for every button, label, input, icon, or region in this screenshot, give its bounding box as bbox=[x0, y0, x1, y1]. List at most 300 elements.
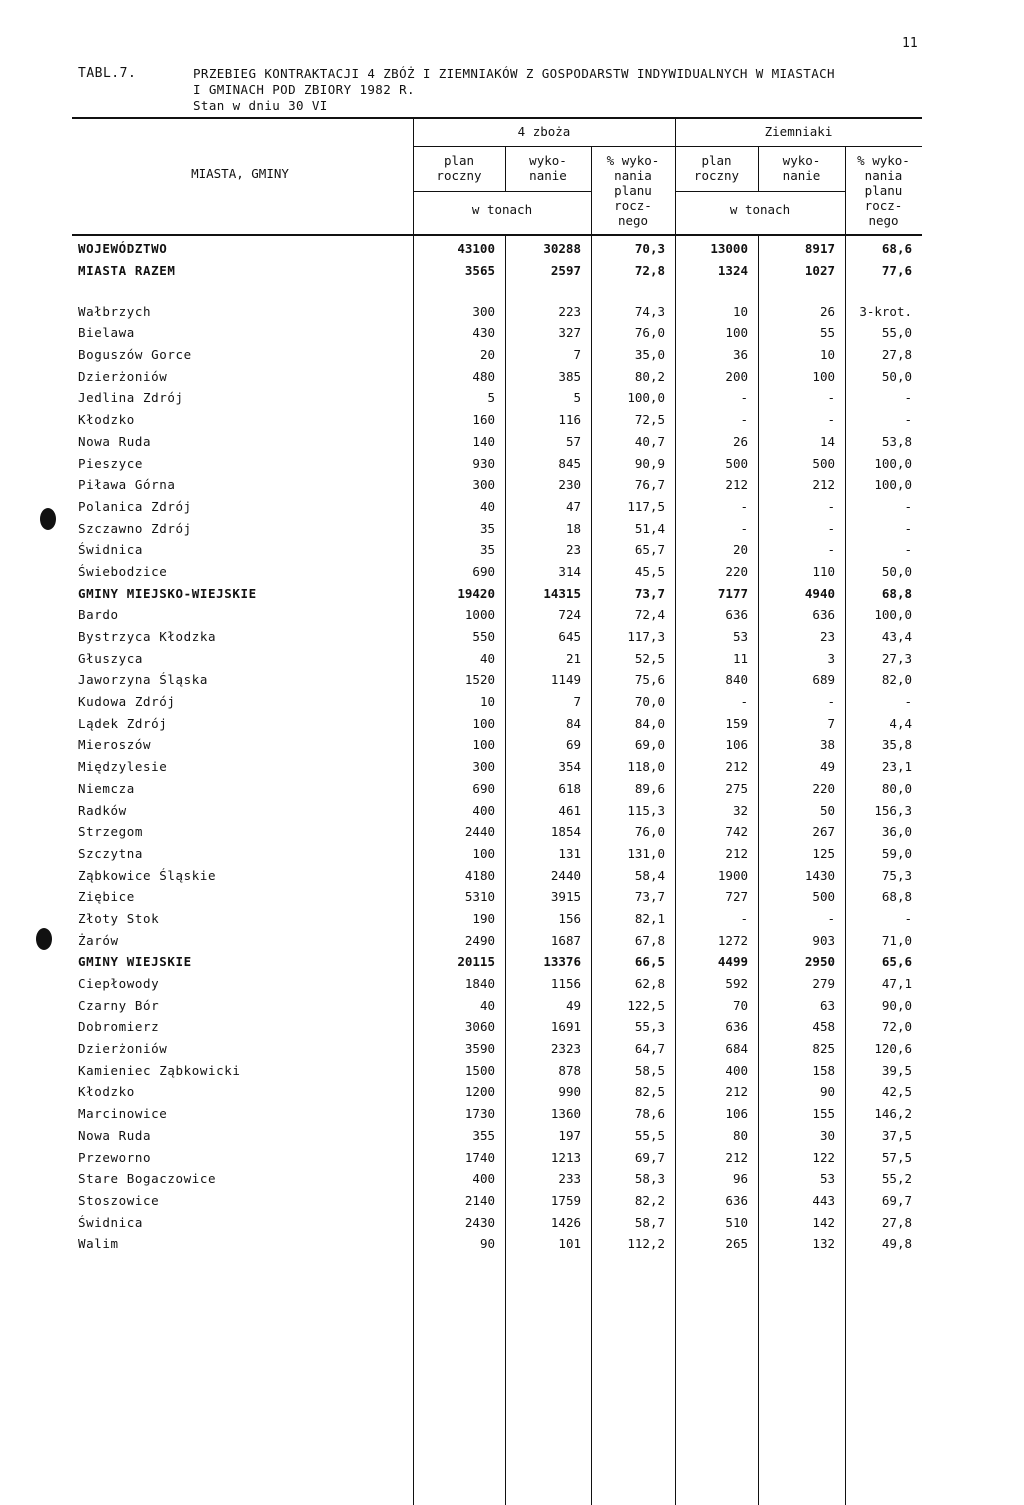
grain-plan-cell: 2440 bbox=[464, 824, 495, 840]
potato-done-cell: 212 bbox=[812, 477, 835, 493]
potato-done-cell: 500 bbox=[812, 889, 835, 905]
grain-done-cell: 230 bbox=[558, 477, 581, 493]
potato-plan-cell: 1272 bbox=[717, 932, 748, 948]
potato-pct-cell: 57,5 bbox=[881, 1149, 912, 1165]
potato-done-cell: 903 bbox=[812, 932, 835, 948]
potato-pct-cell: 71,0 bbox=[881, 932, 912, 948]
grain-pct-cell: 76,0 bbox=[634, 824, 665, 840]
table-row bbox=[72, 1146, 922, 1168]
potato-plan-cell: 742 bbox=[725, 824, 748, 840]
grain-pct-cell: 66,5 bbox=[634, 954, 665, 970]
potato-plan-cell: 1900 bbox=[717, 867, 748, 883]
grain-pct-cell: 51,4 bbox=[634, 520, 665, 536]
potato-done-cell: 458 bbox=[812, 1019, 835, 1035]
potato-pct-cell: 68,8 bbox=[881, 585, 912, 601]
table-row bbox=[72, 387, 922, 409]
potato-plan-cell: 36 bbox=[732, 347, 748, 363]
table-row bbox=[72, 1211, 922, 1233]
grain-pct-cell: 58,4 bbox=[634, 867, 665, 883]
grain-plan-cell: 40 bbox=[479, 997, 495, 1013]
grain-plan-cell: 690 bbox=[472, 780, 495, 796]
potato-done-cell: 267 bbox=[812, 824, 835, 840]
grain-pct-cell: 117,5 bbox=[627, 498, 665, 514]
potato-plan-cell: 4499 bbox=[717, 954, 748, 970]
potato-done-cell: - bbox=[827, 412, 835, 428]
grain-pct-cell: 69,0 bbox=[634, 737, 665, 753]
grain-pct-cell: 112,2 bbox=[627, 1236, 665, 1252]
grain-done-cell: 1156 bbox=[550, 976, 581, 992]
potato-done-cell: 220 bbox=[812, 780, 835, 796]
grain-pct-cell: 62,8 bbox=[634, 976, 665, 992]
grain-done-cell: 2323 bbox=[550, 1041, 581, 1057]
table-row bbox=[72, 365, 922, 387]
table-row bbox=[72, 647, 922, 669]
grain-done-cell: 7 bbox=[573, 347, 581, 363]
grain-pct-cell: 58,3 bbox=[634, 1171, 665, 1187]
potato-plan-cell: 200 bbox=[725, 368, 748, 384]
potato-plan-cell: 70 bbox=[732, 997, 748, 1013]
potato-done-cell: - bbox=[827, 520, 835, 536]
row-name: GMINY MIEJSKO-WIEJSKIE bbox=[78, 585, 257, 601]
grain-plan-cell: 40 bbox=[479, 498, 495, 514]
row-name: Ziębice bbox=[78, 889, 135, 905]
grain-plan-cell: 300 bbox=[472, 303, 495, 319]
grain-pct-cell: 78,6 bbox=[634, 1106, 665, 1122]
table-title-line-2: I GMINACH POD ZBIORY 1982 R. bbox=[193, 82, 415, 97]
potato-pct-cell: 100,0 bbox=[874, 607, 912, 623]
row-name: Lądek Zdrój bbox=[78, 715, 168, 731]
grain-pct-cell: 72,4 bbox=[634, 607, 665, 623]
grain-pct-cell: 84,0 bbox=[634, 715, 665, 731]
row-name: Świdnica bbox=[78, 1214, 144, 1230]
total-row bbox=[72, 260, 922, 282]
potato-plan-cell: 26 bbox=[732, 433, 748, 449]
row-name: Piława Górna bbox=[78, 477, 176, 493]
potato-plan-cell: 106 bbox=[725, 737, 748, 753]
grain-pct-cell: 70,3 bbox=[634, 241, 665, 257]
grain-done-cell: 13376 bbox=[543, 954, 581, 970]
grain-done-cell: 57 bbox=[565, 433, 581, 449]
grain-plan-cell: 2490 bbox=[464, 932, 495, 948]
potato-plan-cell: - bbox=[740, 390, 748, 406]
grain-done-cell: 354 bbox=[558, 759, 581, 775]
grain-done-cell: 645 bbox=[558, 629, 581, 645]
potato-plan-cell: 212 bbox=[725, 1149, 748, 1165]
grain-plan-cell: 5310 bbox=[464, 889, 495, 905]
grain-plan-cell: 1740 bbox=[464, 1149, 495, 1165]
table-row bbox=[72, 1081, 922, 1103]
grain-plan-cell: 100 bbox=[472, 845, 495, 861]
potato-done-cell: 50 bbox=[819, 802, 835, 818]
grain-plan-cell: 400 bbox=[472, 1171, 495, 1187]
grain-pct-cell: 55,5 bbox=[634, 1127, 665, 1143]
potato-plan-cell: - bbox=[740, 910, 748, 926]
row-name: MIASTA RAZEM bbox=[78, 263, 176, 279]
potato-plan-cell: 32 bbox=[732, 802, 748, 818]
table-row bbox=[72, 669, 922, 691]
table-row bbox=[72, 799, 922, 821]
grain-done-cell: 1691 bbox=[550, 1019, 581, 1035]
grain-plan-cell: 43100 bbox=[457, 241, 495, 257]
grain-plan-cell: 1840 bbox=[464, 976, 495, 992]
grain-pct-cell: 73,7 bbox=[634, 585, 665, 601]
potato-pct-cell: - bbox=[904, 498, 912, 514]
done-header: wyko- nanie bbox=[782, 153, 821, 183]
potato-pct-cell: 55,0 bbox=[881, 325, 912, 341]
potato-pct-cell: 55,2 bbox=[881, 1171, 912, 1187]
grain-done-cell: 47 bbox=[565, 498, 581, 514]
grain-pct-cell: 75,6 bbox=[634, 672, 665, 688]
grain-done-cell: 21 bbox=[565, 650, 581, 666]
potato-plan-cell: 13000 bbox=[710, 241, 748, 257]
row-name: Bielawa bbox=[78, 325, 135, 341]
plan-header: plan roczny bbox=[436, 153, 482, 183]
punch-hole-mark bbox=[40, 508, 56, 530]
potato-plan-cell: 96 bbox=[732, 1171, 748, 1187]
pct-header: % wyko- nania planu rocz- nego bbox=[857, 153, 910, 228]
potato-done-cell: 1027 bbox=[804, 263, 835, 279]
grain-done-cell: 990 bbox=[558, 1084, 581, 1100]
grain-pct-cell: 72,5 bbox=[634, 412, 665, 428]
row-name: GMINY WIEJSKIE bbox=[78, 954, 192, 970]
table-row bbox=[72, 1190, 922, 1212]
potato-done-cell: 10 bbox=[819, 347, 835, 363]
potato-plan-cell: 592 bbox=[725, 976, 748, 992]
row-name: Szczawno Zdrój bbox=[78, 520, 192, 536]
grain-done-cell: 1854 bbox=[550, 824, 581, 840]
row-name: Nowa Ruda bbox=[78, 1127, 152, 1143]
table-row bbox=[72, 994, 922, 1016]
potato-pct-cell: 27,3 bbox=[881, 650, 912, 666]
table-row bbox=[72, 929, 922, 951]
row-name: Głuszyca bbox=[78, 650, 144, 666]
table-title-line-1: PRZEBIEG KONTRAKTACJI 4 ZBÓŻ I ZIEMNIAKÓW Z GOSPODARSTW INDYWIDUALNYCH W MIASTACH bbox=[193, 66, 835, 81]
grain-plan-cell: 1520 bbox=[464, 672, 495, 688]
grain-plan-cell: 4180 bbox=[464, 867, 495, 883]
row-name: Pieszyce bbox=[78, 455, 144, 471]
row-name: Świebodzice bbox=[78, 563, 168, 579]
potato-plan-cell: 11 bbox=[732, 650, 748, 666]
table-row bbox=[72, 474, 922, 496]
grain-plan-cell: 3590 bbox=[464, 1041, 495, 1057]
grain-pct-cell: 55,3 bbox=[634, 1019, 665, 1035]
table-row bbox=[72, 1038, 922, 1060]
grain-done-cell: 2597 bbox=[550, 263, 581, 279]
potato-plan-cell: 212 bbox=[725, 845, 748, 861]
punch-hole-mark bbox=[36, 928, 52, 950]
table-row bbox=[72, 452, 922, 474]
potato-pct-cell: 4,4 bbox=[889, 715, 912, 731]
potato-plan-cell: - bbox=[740, 694, 748, 710]
row-name: Kamieniec Ząbkowicki bbox=[78, 1062, 241, 1078]
grain-plan-cell: 430 bbox=[472, 325, 495, 341]
row-name: Bardo bbox=[78, 607, 119, 623]
potato-pct-cell: - bbox=[904, 520, 912, 536]
grain-done-cell: 1149 bbox=[550, 672, 581, 688]
row-name: Kudowa Zdrój bbox=[78, 694, 176, 710]
grain-pct-cell: 131,0 bbox=[627, 845, 665, 861]
potato-done-cell: 636 bbox=[812, 607, 835, 623]
potato-done-cell: 14 bbox=[819, 433, 835, 449]
grain-pct-cell: 89,6 bbox=[634, 780, 665, 796]
table-body bbox=[72, 238, 922, 1255]
potato-done-cell: 4940 bbox=[804, 585, 835, 601]
potato-done-cell: 155 bbox=[812, 1106, 835, 1122]
table-row bbox=[72, 300, 922, 322]
table-row bbox=[72, 431, 922, 453]
potato-plan-cell: 80 bbox=[732, 1127, 748, 1143]
potato-pct-cell: - bbox=[904, 694, 912, 710]
pct-header: % wyko- nania planu rocz- nego bbox=[606, 153, 660, 228]
table-row bbox=[72, 864, 922, 886]
grain-pct-cell: 52,5 bbox=[634, 650, 665, 666]
potato-pct-cell: - bbox=[904, 910, 912, 926]
plan-header: plan roczny bbox=[693, 153, 740, 183]
row-name: Wałbrzych bbox=[78, 303, 152, 319]
row-name: Marcinowice bbox=[78, 1106, 168, 1122]
grain-pct-cell: 69,7 bbox=[634, 1149, 665, 1165]
grain-pct-cell: 117,3 bbox=[627, 629, 665, 645]
grain-pct-cell: 58,5 bbox=[634, 1062, 665, 1078]
potato-pct-cell: 47,1 bbox=[881, 976, 912, 992]
potato-pct-cell: 50,0 bbox=[881, 563, 912, 579]
unit-header: w tonach bbox=[471, 202, 533, 217]
grain-done-cell: 878 bbox=[558, 1062, 581, 1078]
total-row bbox=[72, 238, 922, 260]
row-label-header: MIASTA, GMINY bbox=[191, 166, 289, 181]
grain-pct-cell: 40,7 bbox=[634, 433, 665, 449]
grain-done-cell: 131 bbox=[558, 845, 581, 861]
grain-pct-cell: 76,0 bbox=[634, 325, 665, 341]
potato-done-cell: 23 bbox=[819, 629, 835, 645]
table-row bbox=[72, 756, 922, 778]
potato-pct-cell: 35,8 bbox=[881, 737, 912, 753]
grain-plan-cell: 480 bbox=[472, 368, 495, 384]
grain-pct-cell: 74,3 bbox=[634, 303, 665, 319]
table-row bbox=[72, 821, 922, 843]
table-row bbox=[72, 691, 922, 713]
potato-pct-cell: 27,8 bbox=[881, 347, 912, 363]
row-name: Żarów bbox=[78, 932, 119, 948]
potato-plan-cell: 220 bbox=[725, 563, 748, 579]
header-top-rule bbox=[72, 117, 922, 119]
potato-done-cell: 142 bbox=[812, 1214, 835, 1230]
potato-pct-cell: - bbox=[904, 542, 912, 558]
potato-pct-cell: - bbox=[904, 390, 912, 406]
potato-done-cell: 49 bbox=[819, 759, 835, 775]
row-name: Bystrzyca Kłodzka bbox=[78, 629, 217, 645]
grain-pct-cell: 73,7 bbox=[634, 889, 665, 905]
row-name: Ząbkowice Śląskie bbox=[78, 867, 217, 883]
potato-plan-cell: - bbox=[740, 520, 748, 536]
potato-plan-cell: 212 bbox=[725, 477, 748, 493]
potato-done-cell: - bbox=[827, 910, 835, 926]
row-name: Złoty Stok bbox=[78, 910, 160, 926]
potato-done-cell: 100 bbox=[812, 368, 835, 384]
row-name: Dzierżoniów bbox=[78, 368, 168, 384]
potato-pct-cell: 3-krot. bbox=[859, 303, 912, 319]
grain-plan-cell: 690 bbox=[472, 563, 495, 579]
grain-plan-cell: 400 bbox=[472, 802, 495, 818]
potato-plan-cell: 275 bbox=[725, 780, 748, 796]
table-row bbox=[72, 517, 922, 539]
table-row bbox=[72, 604, 922, 626]
grain-plan-cell: 1500 bbox=[464, 1062, 495, 1078]
potato-plan-cell: - bbox=[740, 412, 748, 428]
potato-pct-cell: 77,6 bbox=[881, 263, 912, 279]
grain-done-cell: 69 bbox=[565, 737, 581, 753]
potato-pct-cell: 100,0 bbox=[874, 477, 912, 493]
potato-plan-cell: 636 bbox=[725, 1192, 748, 1208]
grain-done-cell: 223 bbox=[558, 303, 581, 319]
table-label: TABL.7. bbox=[78, 66, 137, 81]
potato-pct-cell: 53,8 bbox=[881, 433, 912, 449]
potato-done-cell: - bbox=[827, 390, 835, 406]
potato-plan-cell: 636 bbox=[725, 1019, 748, 1035]
potato-done-cell: 158 bbox=[812, 1062, 835, 1078]
potato-pct-cell: 49,8 bbox=[881, 1236, 912, 1252]
table-row bbox=[72, 322, 922, 344]
potato-plan-cell: 212 bbox=[725, 1084, 748, 1100]
row-name: Czarny Bór bbox=[78, 997, 160, 1013]
grain-pct-cell: 58,7 bbox=[634, 1214, 665, 1230]
row-name: Jedlina Zdrój bbox=[78, 390, 184, 406]
grain-plan-cell: 1730 bbox=[464, 1106, 495, 1122]
grain-pct-cell: 82,1 bbox=[634, 910, 665, 926]
potato-done-cell: 279 bbox=[812, 976, 835, 992]
potato-done-cell: 110 bbox=[812, 563, 835, 579]
grain-done-cell: 1687 bbox=[550, 932, 581, 948]
potato-plan-cell: - bbox=[740, 498, 748, 514]
grain-done-cell: 1213 bbox=[550, 1149, 581, 1165]
grain-plan-cell: 930 bbox=[472, 455, 495, 471]
potato-done-cell: 825 bbox=[812, 1041, 835, 1057]
grain-pct-cell: 90,9 bbox=[634, 455, 665, 471]
table-title-line-3: Stan w dniu 30 VI bbox=[193, 98, 328, 113]
grain-done-cell: 18 bbox=[565, 520, 581, 536]
grain-plan-cell: 160 bbox=[472, 412, 495, 428]
group-header-potato: Ziemniaki bbox=[764, 124, 833, 139]
grain-plan-cell: 20 bbox=[479, 347, 495, 363]
grain-pct-cell: 100,0 bbox=[627, 390, 665, 406]
potato-done-cell: 26 bbox=[819, 303, 835, 319]
potato-pct-cell: 68,8 bbox=[881, 889, 912, 905]
grain-plan-cell: 190 bbox=[472, 910, 495, 926]
potato-plan-cell: 7177 bbox=[717, 585, 748, 601]
row-name: Kłodzko bbox=[78, 1084, 135, 1100]
table-row bbox=[72, 778, 922, 800]
grain-plan-cell: 1000 bbox=[464, 607, 495, 623]
table-row bbox=[72, 409, 922, 431]
potato-pct-cell: 50,0 bbox=[881, 368, 912, 384]
grain-done-cell: 14315 bbox=[543, 585, 581, 601]
row-name: Stoszowice bbox=[78, 1192, 160, 1208]
table-row bbox=[72, 973, 922, 995]
potato-done-cell: 1430 bbox=[804, 867, 835, 883]
table-row bbox=[72, 1168, 922, 1190]
grain-plan-cell: 3565 bbox=[464, 263, 495, 279]
table-row bbox=[72, 734, 922, 756]
potato-pct-cell: 82,0 bbox=[881, 672, 912, 688]
table-row bbox=[72, 1016, 922, 1038]
grain-pct-cell: 82,5 bbox=[634, 1084, 665, 1100]
table-row bbox=[72, 712, 922, 734]
grain-done-cell: 3915 bbox=[550, 889, 581, 905]
potato-pct-cell: 120,6 bbox=[874, 1041, 912, 1057]
grain-pct-cell: 118,0 bbox=[627, 759, 665, 775]
potato-plan-cell: 400 bbox=[725, 1062, 748, 1078]
potato-done-cell: 125 bbox=[812, 845, 835, 861]
row-name: Stare Bogaczowice bbox=[78, 1171, 217, 1187]
grain-pct-cell: 70,0 bbox=[634, 694, 665, 710]
grain-done-cell: 116 bbox=[558, 412, 581, 428]
potato-plan-cell: 53 bbox=[732, 629, 748, 645]
grain-pct-cell: 64,7 bbox=[634, 1041, 665, 1057]
row-name: Międzylesie bbox=[78, 759, 168, 775]
potato-pct-cell: 65,6 bbox=[881, 954, 912, 970]
potato-done-cell: 443 bbox=[812, 1192, 835, 1208]
grain-plan-cell: 140 bbox=[472, 433, 495, 449]
potato-done-cell: 689 bbox=[812, 672, 835, 688]
grain-plan-cell: 3060 bbox=[464, 1019, 495, 1035]
potato-done-cell: 2950 bbox=[804, 954, 835, 970]
unit-header: w tonach bbox=[729, 202, 791, 217]
potato-pct-cell: 59,0 bbox=[881, 845, 912, 861]
grain-plan-cell: 2140 bbox=[464, 1192, 495, 1208]
potato-plan-cell: 159 bbox=[725, 715, 748, 731]
grain-plan-cell: 90 bbox=[479, 1236, 495, 1252]
grain-pct-cell: 82,2 bbox=[634, 1192, 665, 1208]
potato-pct-cell: 42,5 bbox=[881, 1084, 912, 1100]
potato-done-cell: 3 bbox=[827, 650, 835, 666]
done-header: wyko- nanie bbox=[529, 153, 567, 183]
potato-done-cell: - bbox=[827, 498, 835, 514]
potato-pct-cell: 146,2 bbox=[874, 1106, 912, 1122]
potato-plan-cell: 10 bbox=[732, 303, 748, 319]
grain-done-cell: 461 bbox=[558, 802, 581, 818]
potato-done-cell: - bbox=[827, 542, 835, 558]
grain-pct-cell: 115,3 bbox=[627, 802, 665, 818]
grain-plan-cell: 35 bbox=[479, 520, 495, 536]
grain-plan-cell: 19420 bbox=[457, 585, 495, 601]
group-header-grain: 4 zboża bbox=[517, 124, 571, 139]
grain-plan-cell: 10 bbox=[479, 694, 495, 710]
potato-plan-cell: 1324 bbox=[717, 263, 748, 279]
grain-done-cell: 23 bbox=[565, 542, 581, 558]
grain-plan-cell: 5 bbox=[487, 390, 495, 406]
grain-done-cell: 233 bbox=[558, 1171, 581, 1187]
potato-done-cell: 7 bbox=[827, 715, 835, 731]
grain-done-cell: 197 bbox=[558, 1127, 581, 1143]
grain-done-cell: 101 bbox=[558, 1236, 581, 1252]
total-row bbox=[72, 951, 922, 973]
contract-table bbox=[72, 238, 922, 1255]
potato-plan-cell: 265 bbox=[725, 1236, 748, 1252]
row-name: Mieroszów bbox=[78, 737, 152, 753]
grain-done-cell: 49 bbox=[565, 997, 581, 1013]
potato-done-cell: 53 bbox=[819, 1171, 835, 1187]
grain-plan-cell: 2430 bbox=[464, 1214, 495, 1230]
grain-plan-cell: 300 bbox=[472, 759, 495, 775]
potato-done-cell: 63 bbox=[819, 997, 835, 1013]
potato-plan-cell: 20 bbox=[732, 542, 748, 558]
potato-plan-cell: 684 bbox=[725, 1041, 748, 1057]
table-row bbox=[72, 886, 922, 908]
grain-done-cell: 1759 bbox=[550, 1192, 581, 1208]
grain-done-cell: 2440 bbox=[550, 867, 581, 883]
row-name: Dobromierz bbox=[78, 1019, 160, 1035]
potato-plan-cell: 106 bbox=[725, 1106, 748, 1122]
